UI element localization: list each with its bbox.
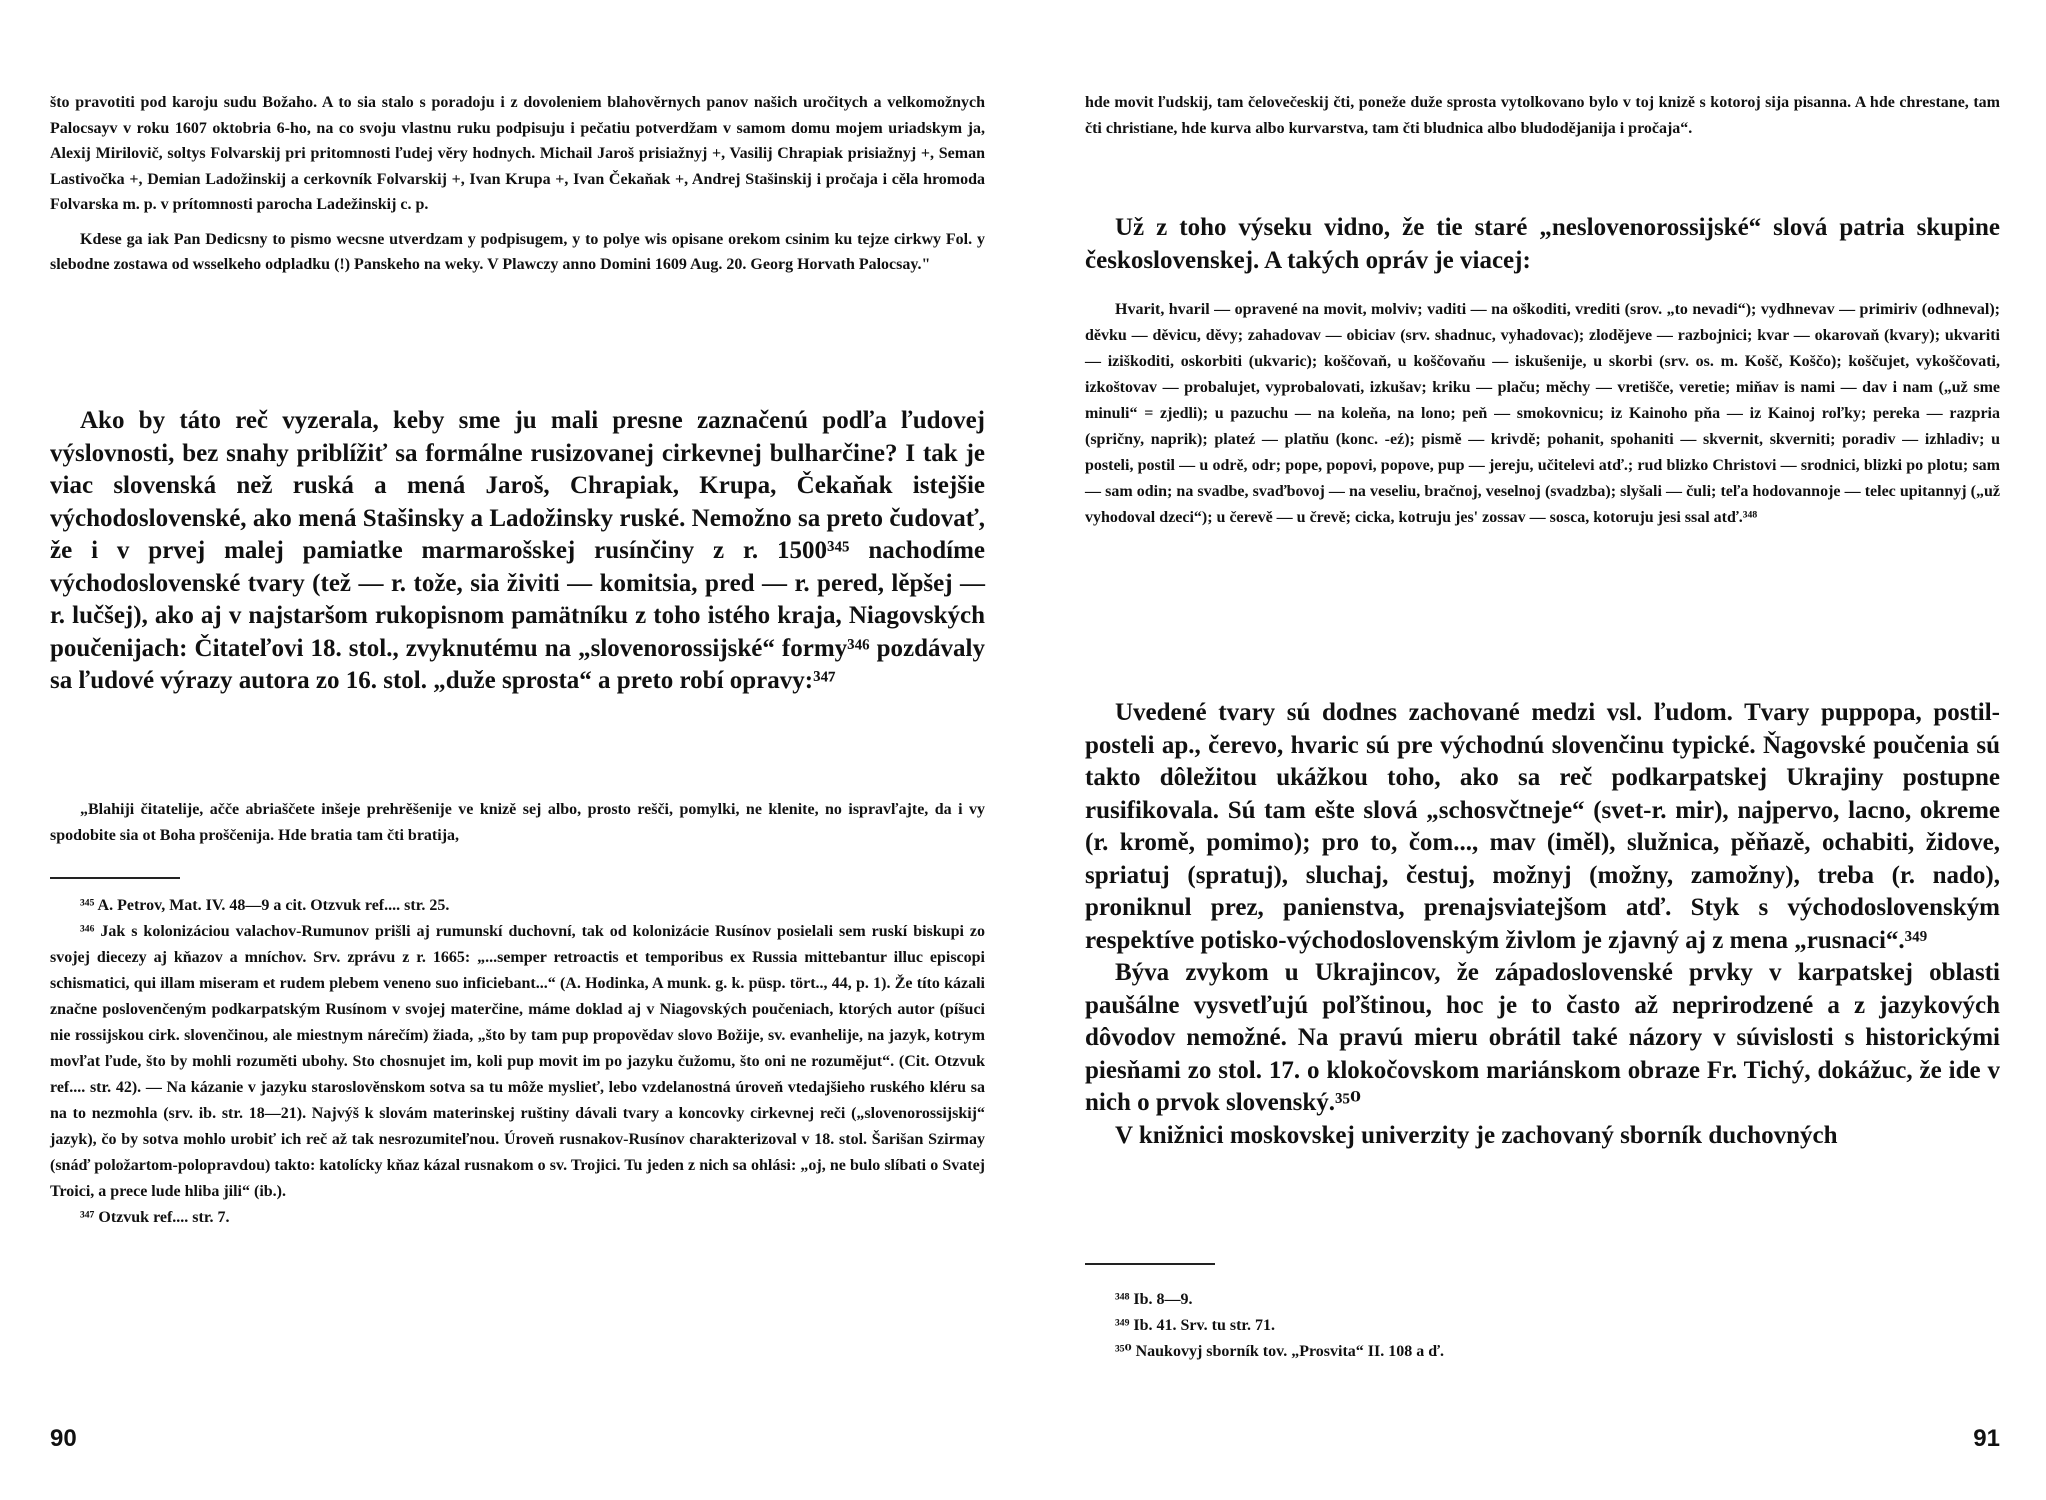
body-paragraph: Už z toho výseku vidno, že tie staré „neslovenorossijské“ slová patria skupine československej. A takých opráv je viacej: xyxy=(1085,214,2000,274)
quote-paragraph: što pravotiti pod karoju sudu Božaho. A to sia stalo s poradoju i z dovoleniem blahověrnych panov našich uročitych a velkomožnych Palocsayv v roku 1607 oktobria 6-ho, na co svoju vlastnu ruku podpisuju i pečatiu potverdžam v samom domu mojem uriadskym ja, Alexij Mirilovič, soltys Folvarskij pri pritomnosti ľudej věry hodnych. Michail Jaroš prisiažnyj +, Vasilij Chrapiak prisiažnyj +, Seman Lastivočka +, Demian Ladožinskij a cerkovník Folvarskij +, Ivan Krupa +, Ivan Čekaňak +, Andrej Stašinskij i pročaja i cěla hromoda Folvarska m. p. v prítomnosti parocha Ladežinskij c. p. xyxy=(50,94,985,213)
quote-paragraph: „Blahiji čitatelije, ačče abriaščete inšeje prehrěšenije ve knizě sej albo, prosto rešči, pomylki, ne klenite, no ispravľajte, da i vy spodobite sia ot Boha proščenija. Hde bratia tam čti bratija, xyxy=(50,801,985,844)
right-body-text-2 xyxy=(1085,697,2000,1152)
body-paragraph: Uvedené tvary sú dodnes zachované medzi vsl. ľudom. Tvary puppopa, postil-posteli ap., čerevo, hvaric sú pre východnú slovenčinu typické. Ňagovské poučenia sú takto dôležitou ukážkou toho, ako sa reč podkarpatskej Ukrajiny postupne rusifikovala. Sú tam ešte slová „schosvčtneje“ (svet-r. mir), najpervo, lacno, okreme (r. kromě, pomimo); pro to, čom..., mav (iměl), služnica, pěňazě, ochabiti, židove, spriatuj (spratuj), sluchaj, čestuj, možnyj (možny, zamožny), treba (r. nado), proniknul prez, panienstva, prenajsviatejšom atď. Styk s východoslovenským respektíve potisko-východoslovenským živlom je zjavný aj z mena „rusnaci“.³⁴⁹ xyxy=(1085,699,2000,954)
left-body-text xyxy=(50,405,985,698)
gutter xyxy=(1023,0,1024,1500)
word-list-paragraph: Hvarit, hvaril — opravené na movit, molviv; vaditi — na oškoditi, vrediti (srov. „to nevadi“); vydhnevav — primiriv (odhneval); děvku — děvicu, děvy; zahadovav — obiciav (srv. shadnuc, vyhadovac); zlodějeve — razbojnici; kvar — okarovaň (kvary); ukvariti — iziškoditi, oskorbiti (ukvaric); koščovaň, u koščovaňu — iskušenije, u skorbi (srv. os. m. Košč, Koščo); koščujet, vykoščovati, izkoštovav — probalujet, vyprobalovati, izkušav; kriku — plaču; měchy — vretišče, veretie; miňav is nami — dav i nam („už sme minuli“ = zjedli); u pazuchu — na koleňa, na lono; peň — smokovnicu; iz Kainoho pňa — iz Kainoj roľky; pereka — razpria (spričny, naprik); plateź — platňu (konc. -eź); pismě — krivdě; pohanit, spohaniti — skvernit, skverniti; poradiv — izhladiv; u posteli, postil — u odrě, odr; pope, popovi, popove, pup — jereju, učitelevi atď.; rud blizko Christovi — srodnici, blizki po plotu; sam — sam odin; na svadbe, svaďbovoj — na veseliu, bračnoj, veselnoj (svadzba); slyšali — čuli; teľa hodovannoje — telec upitannyj („už vyhodoval dzeci“); u čerevě — u črevě; cicka, kotruju jes' zossav — sosca, kotoruju jesi ssal atď.³⁴⁸ xyxy=(1085,301,2000,526)
right-top-quote xyxy=(1085,90,2000,142)
footnote: ³⁴⁹ Ib. 41. Srv. tu str. 71. xyxy=(1115,1317,1276,1334)
footnote-rule xyxy=(50,877,180,879)
footnote: ³⁵⁰ Naukovyj sborník tov. „Prosvita“ II. 108 a ď. xyxy=(1115,1343,1444,1360)
body-paragraph: V knižnici moskovskej univerzity je zachovaný sborník duchovných xyxy=(1115,1121,1838,1149)
footnote: ³⁴⁷ Otzvuk ref.... str. 7. xyxy=(80,1209,230,1226)
body-paragraph: Ako by táto reč vyzerala, keby sme ju mali presne zaznačenú podľa ľudovej výslovnosti, bez snahy priblížiť sa formálne rusizovanej cirkevnej bulharčine? I tak je viac slovenská než ruská a mená Jaroš, Chrapiak, Krupa, Čekaňak istejšie východoslovenské, ako mená Stašinsky a Ladožinsky ruské. Nemožno sa preto čudovať, že i v prvej malej pamiatke marmarošskej rusínčiny z r. 1500³⁴⁵ nachodíme východoslovenské tvary (tež — r. tože, sia živiti — komitsia, pred — r. pered, lěpšej — r. lučšej), ako aj v najstaršom rukopisnom pamätníku z toho istého kraja, Niagovských poučenijach: Čitateľovi 18. stol., zvyknutému na „slovenorossijské“ formy³⁴⁶ pozdávaly sa ľudové výrazy autora zo 16. stol. „duže sprosta“ a preto robí opravy:³⁴⁷ xyxy=(50,407,985,694)
footnote: ³⁴⁸ Ib. 8—9. xyxy=(1115,1291,1193,1308)
quote-paragraph: hde movit ľudskij, tam čelovečeskij čti, poneže duže sprosta vytolkovano bylo v toj knizě s kotoroj sija pisanna. A hde chrestane, tam čti christiane, hde kurva albo kurvarstva, tam čti bludnica albo bludodějanija i pročaja“. xyxy=(1085,94,2000,137)
footnote: ³⁴⁶ Jak s kolonizáciou valachov-Rumunov prišli aj rumunskí duchovní, tak od kolonizácie Rusínov posielali sem ruskí biskupi zo svojej diecezy aj kňazov a mníchov. Srv. zprávu z r. 1665: „...semper retroactis et temporibus ex Russia mittebantur illuc episcopi schismatici, qui illam miseram et rudem plebem veneno suo inficiebant...“ (A. Hodinka, A munk. g. k. püsp. tört.., 44, p. 1). Že títo kázali značne poslovenčeným podkarpatským Rusínom v svojej materčine, máme doklad aj v Niagovských poučeniach, ktorých autor (píšuci nie rossijskou cirk. slovenčinou, ale miestnym nárečím) žiada, „što by tam pup propovědav slovo Božije, sv. evanhelije, na jazyk, kotrym movľat ľude, što by mohli rozuměti ubohy. Sto chosnujet im, koli pup movit im po jazyku čužomu, što oni ne rozumějut“. (Cit. Otzvuk ref.... str. 42). — Na kázanie v jazyku staroslověnskom sotva sa tu môže myslieť, lebo vzdelanostná úroveň vtedajšieho ruského kléru sa na to nezmohla (srv. ib. str. 18—21). Najvýš k slovám materinskej ruštiny dávali tvary a koncovky cirkevnej reči („slovenorossijskij“ jazyk), čo by sotva mohlo urobiť ich reč až tak nesrozumiteľnou. Úroveň rusnakov-Rusínov charakterizoval v 18. stol. Šarišan Szirmay (snáď položartom-polopravdou) takto: katolícky kňaz kázal rusnakom o sv. Trojici. Tu jeden z nich sa ohlási: „oj, ne bulo slíbati o Svatej Troici, a prece lude hliba jili“ (ib.). xyxy=(50,923,985,1200)
right-footnotes xyxy=(1085,1287,2000,1365)
body-paragraph: Býva zvykom u Ukrajincov, že západoslovenské prvky v karpatskej oblasti paušálne vysvetľujú poľštinou, hoc je to často až neprirodzené a z jazykových dôvodov nemožné. Na pravú mieru obrátil také názory v súvislosti s historickými piesňami zo stol. 17. o klokočovskom mariánskom obraze Fr. Tichý, dokážuc, že ide v nich o prvok slovenský.³⁵⁰ xyxy=(1085,959,2000,1116)
page-number: 91 xyxy=(1973,1425,2000,1452)
quote-paragraph: Kdese ga iak Pan Dedicsny to pismo wecsne utverdzam y podpisugem, y to polye wis opisane orekom csinim ku tejze cirkwy Fol. y slebodne zostawa od wsselkeho odpladku (!) Panskeho na weky. V Plawczy anno Domini 1609 Aug. 20. Georg Horvath Palocsay." xyxy=(50,230,985,273)
page-number: 90 xyxy=(50,1425,77,1452)
left-top-quote xyxy=(50,90,985,287)
left-bottom-quote xyxy=(50,797,985,849)
footnote-rule xyxy=(1085,1263,1215,1265)
word-list xyxy=(1085,297,2000,531)
left-footnotes xyxy=(50,893,985,1231)
footnote: ³⁴⁵ A. Petrov, Mat. IV. 48—9 a cit. Otzvuk ref.... str. 25. xyxy=(80,897,450,914)
right-body-text-1 xyxy=(1085,212,2000,277)
